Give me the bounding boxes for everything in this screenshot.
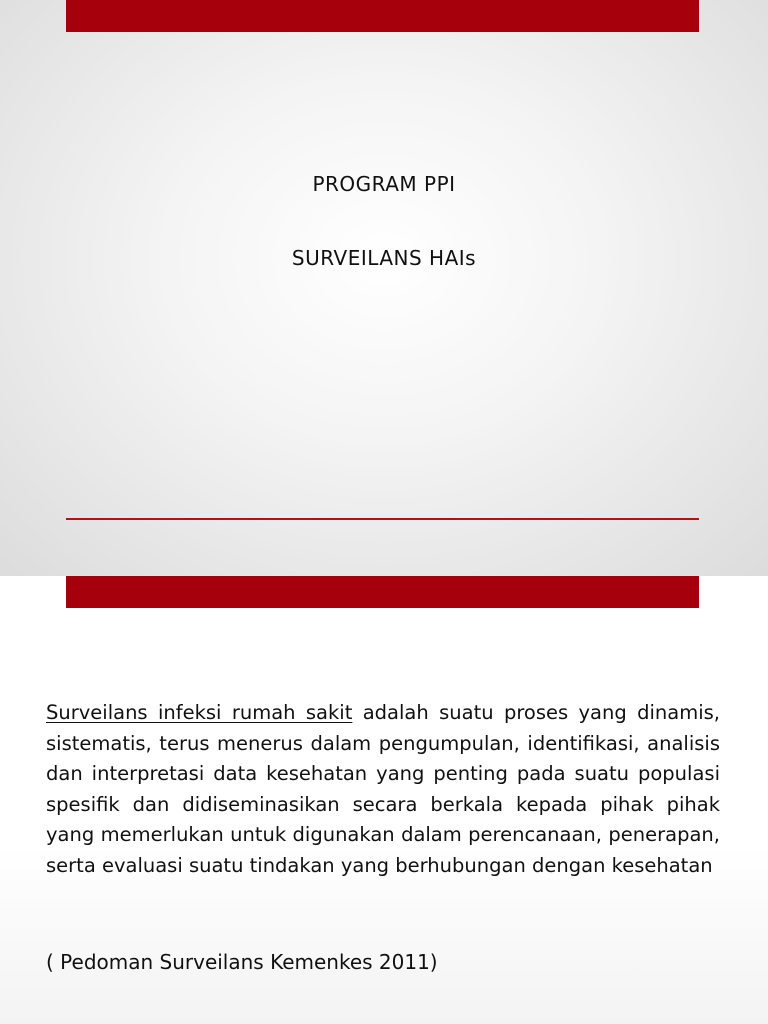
header-red-bar [66,576,699,608]
title-divider-line [66,518,699,520]
slide-title-line-2: SURVEILANS HAIs [291,246,477,270]
header-red-bar [66,0,699,32]
source-citation: ( Pedoman Surveilans Kemenkes 2011) [46,950,438,974]
slide-title-line-1: PROGRAM PPI [312,172,456,196]
definition-text: adalah suatu proses yang dinamis, sistematis, terus menerus dalam pengumpulan, identifikasi, analisis dan interpretasi data kesehatan yang penting pada suatu populasi spesifik dan didiseminasikan secara berkala kepada pihak pihak yang memerlukan untuk digunakan dalam perencanaan, penerapan, serta evaluasi suatu tindakan yang berhubungan dengan kesehatan [46,701,720,877]
definition-paragraph [46,698,720,881]
slide-definition [0,576,768,1024]
definition-term: Surveilans infeksi rumah sakit [46,701,353,724]
